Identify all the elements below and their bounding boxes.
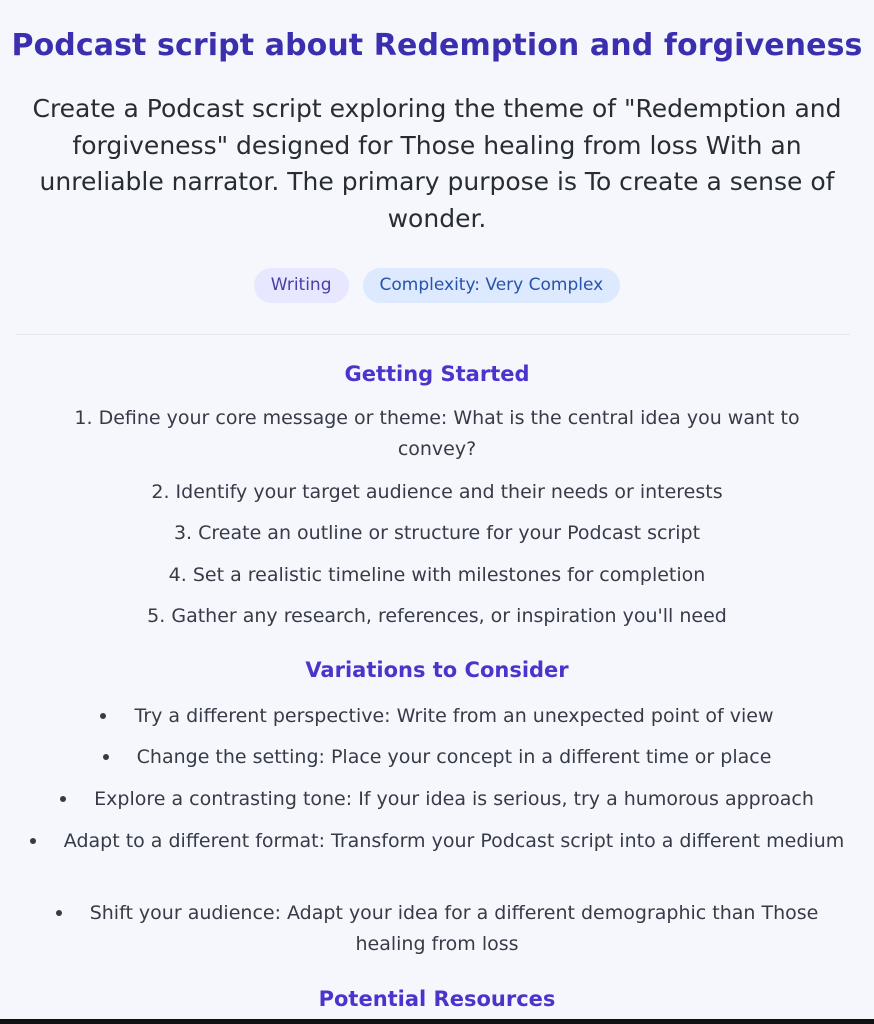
variation-text: Adapt to a different format: Transform your Podcast script into a different medium (63, 830, 845, 852)
complexity-tag[interactable]: Complexity: Very Complex (363, 268, 621, 303)
variation-list-item (0, 742, 874, 773)
variation-list-item (0, 701, 874, 732)
page-title: Podcast script about Redemption and forgiveness (11, 28, 863, 63)
variation-text: Change the setting: Place your concept in a different time or place (136, 746, 772, 768)
bullet-icon (100, 713, 106, 719)
variation-text: Explore a contrasting tone: If your idea is serious, try a humorous approach (94, 788, 814, 810)
bullet-icon (56, 910, 62, 916)
variation-list-item (0, 784, 874, 815)
tag-list (0, 268, 874, 303)
bullet-icon (103, 754, 109, 760)
bullet-icon (30, 838, 36, 844)
getting-started-item: 1. Define your core message or theme: What is the central idea you want to convey? (74, 407, 800, 460)
writing-tag[interactable]: Writing (254, 268, 349, 303)
getting-started-item: 2. Identify your target audience and their needs or interests (151, 481, 723, 503)
getting-started-item: 3. Create an outline or structure for your Podcast script (173, 522, 701, 544)
prompt-description: Create a Podcast script exploring the theme of "Redemption and forgiveness" designed for Those healing from loss With an unreliable narrator. The primary purpose is To create a sense of wonder. (32, 94, 842, 233)
bottom-border (0, 1019, 874, 1024)
variation-text: Try a different perspective: Write from an unexpected point of view (134, 705, 774, 727)
getting-started-item: 4. Set a realistic timeline with milestones for completion (168, 564, 706, 586)
getting-started-item: 5. Gather any research, references, or inspiration you'll need (147, 605, 727, 627)
section-divider (16, 334, 850, 335)
getting-started-heading: Getting Started (344, 362, 530, 386)
variations-heading: Variations to Consider (305, 658, 569, 682)
variation-text: Shift your audience: Adapt your idea for a different demographic than Those healing from loss (89, 902, 819, 955)
variation-list-item (0, 826, 874, 857)
potential-resources-heading: Potential Resources (318, 987, 556, 1011)
bullet-icon (60, 796, 66, 802)
variation-list-item (0, 898, 874, 960)
